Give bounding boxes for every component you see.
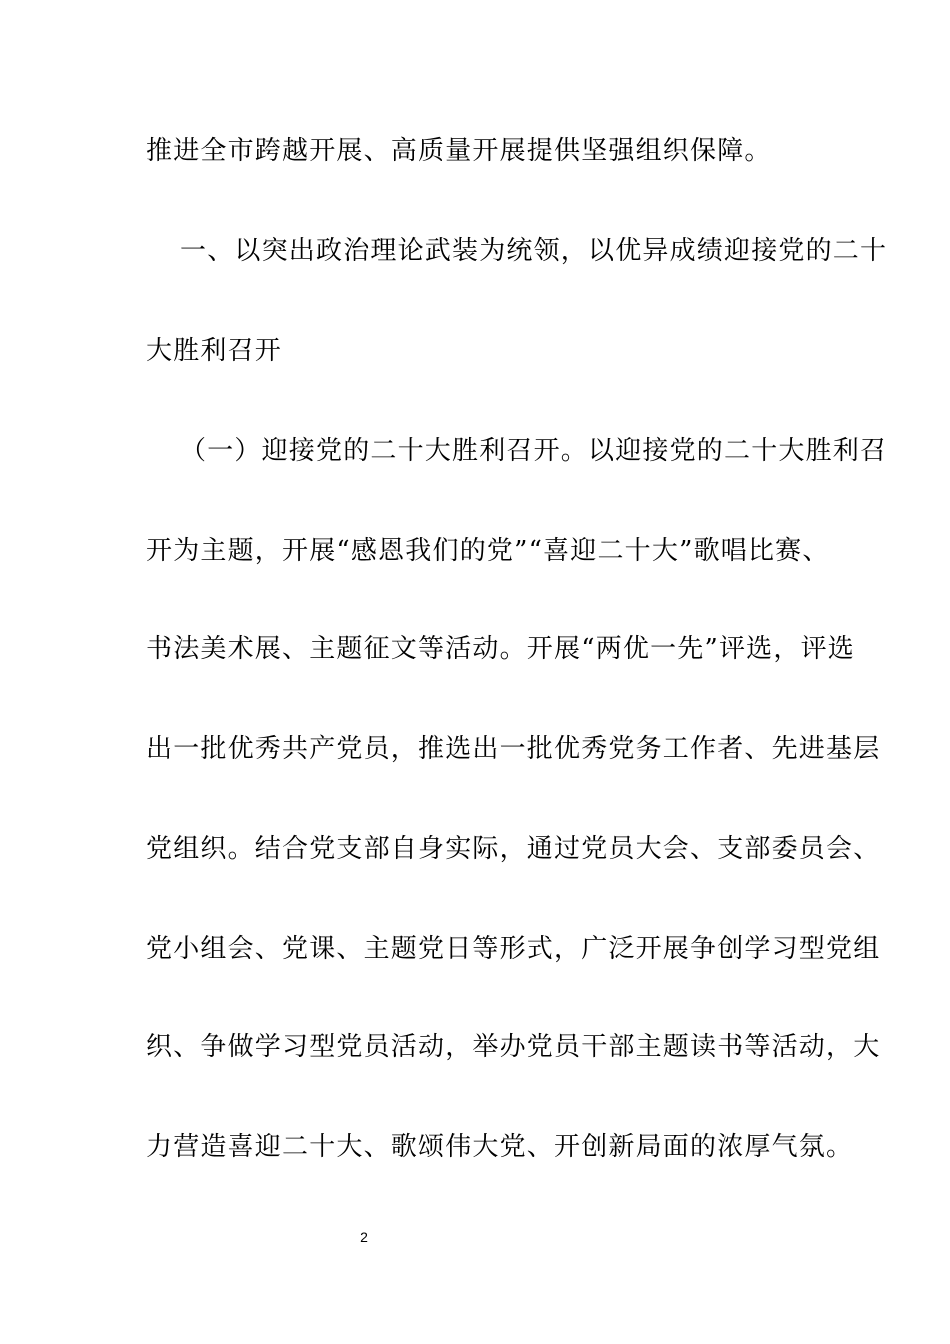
body-text-line: 书法美术展、主题征文等活动。开展“两优一先”评选，评选 [146,634,855,664]
body-text-line: 织、争做学习型党员活动，举办党员干部主题读书等活动，大 [146,1032,881,1062]
section-heading-line: 大胜利召开 [146,336,283,366]
body-text-line: 党组织。结合党支部自身实际，通过党员大会、支部委员会、 [146,834,881,864]
body-text-line: 出一批优秀共产党员，推选出一批优秀党务工作者、先进基层 [146,734,881,764]
body-text-line: 党小组会、党课、主题党日等形式，广泛开展争创学习型党组 [146,934,881,964]
body-text-line: 力营造喜迎二十大、歌颂伟大党、开创新局面的浓厚气氛。 [146,1132,854,1162]
page-number: 2 [360,1229,368,1245]
body-text-line: 开为主题，开展“感恩我们的党”“喜迎二十大”歌唱比赛、 [146,536,830,566]
subsection-heading-line: （一）迎接党的二十大胜利召开。以迎接党的二十大胜利召 [180,436,888,466]
body-text-line: 推进全市跨越开展、高质量开展提供坚强组织保障。 [146,136,772,166]
section-heading-line: 一、以突出政治理论武装为统领，以优异成绩迎接党的二十 [180,236,888,266]
